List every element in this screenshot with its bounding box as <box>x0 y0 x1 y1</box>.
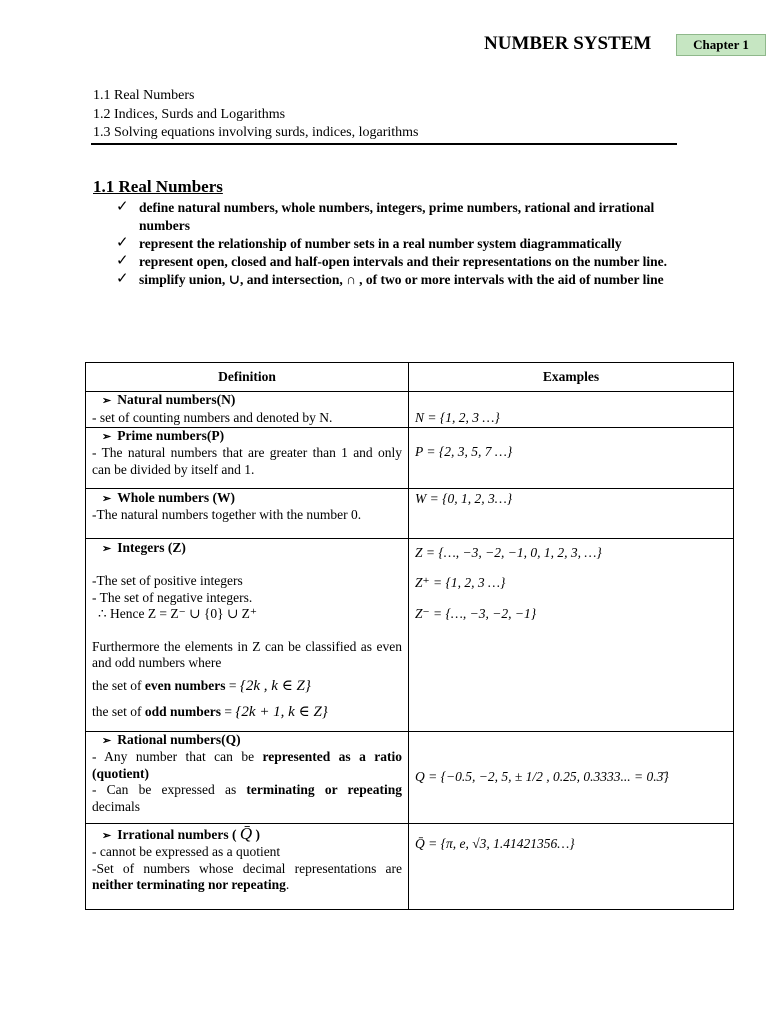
check-icon: ✓ <box>116 199 129 215</box>
example-text: Z⁻ = {…, −3, −2, −1} <box>415 605 537 621</box>
row-desc: -The set of positive integers <box>92 573 243 588</box>
example-text: Z = {…, −3, −2, −1, 0, 1, 2, 3, …} <box>415 544 602 560</box>
objective-text: represent the relationship of number sets in a real number system diagrammatically <box>139 236 622 251</box>
row-desc: - Any number that can be represented as a ratio (quotient) <box>92 749 402 781</box>
definition-header: Definition <box>86 363 409 392</box>
arrow-icon: ➢ <box>102 542 112 555</box>
objective-item <box>116 235 676 253</box>
definition-cell <box>86 823 409 909</box>
table-header-row <box>86 363 734 392</box>
table-row <box>86 731 734 823</box>
odd-numbers: the set of odd numbers = {2k + 1, k ∈ Z} <box>92 704 328 720</box>
definition-cell <box>86 538 409 731</box>
definition-cell <box>86 427 409 488</box>
objective-text: define natural numbers, whole numbers, integers, prime numbers, rational and irrational numbers <box>139 200 655 233</box>
definition-cell <box>86 392 409 428</box>
row-title: ➢ Rational numbers(Q) <box>102 731 241 747</box>
toc-divider <box>91 143 677 145</box>
check-icon: ✓ <box>116 271 129 287</box>
check-icon: ✓ <box>116 235 129 251</box>
objectives-list <box>116 199 676 289</box>
arrow-icon: ➢ <box>102 829 112 842</box>
check-icon: ✓ <box>116 253 129 269</box>
even-numbers: the set of even numbers = {2k , k ∈ Z} <box>92 677 311 694</box>
examples-header: Examples <box>409 363 734 392</box>
example-cell <box>409 823 734 909</box>
example-cell <box>409 427 734 488</box>
row-title: ➢ Whole numbers (W) <box>102 489 235 505</box>
example-text: P = {2, 3, 5, 7 …} <box>415 443 513 459</box>
example-text: N = {1, 2, 3 …} <box>415 410 500 425</box>
arrow-icon: ➢ <box>102 395 112 407</box>
row-desc: -The natural numbers together with the number 0. <box>92 507 362 522</box>
example-text: Q̄ = {π, e, √3, 1.41421356…} <box>415 835 575 851</box>
row-title: ➢ Prime numbers(P) <box>102 427 225 443</box>
arrow-icon: ➢ <box>102 430 112 443</box>
section-heading: 1.1 Real Numbers <box>93 177 223 196</box>
row-title: ➢ Integers (Z) <box>102 539 186 555</box>
row-desc: - set of counting numbers and denoted by N. <box>92 409 333 425</box>
row-desc: - Can be expressed as terminating or repeating decimals <box>92 782 402 814</box>
table-of-contents <box>93 87 419 143</box>
table-row <box>86 538 734 731</box>
page-title: NUMBER SYSTEM <box>484 33 652 54</box>
definition-cell <box>86 488 409 538</box>
arrow-icon: ➢ <box>102 734 112 747</box>
objective-item <box>116 253 676 271</box>
example-cell <box>409 392 734 428</box>
row-desc: ∴ Hence Z = Z⁻ ∪ {0} ∪ Z⁺ <box>98 606 258 621</box>
table-row <box>86 427 734 488</box>
number-sets-table <box>85 362 734 910</box>
row-desc: - cannot be expressed as a quotient <box>92 844 281 859</box>
row-desc: Furthermore the elements in Z can be classified as even and odd numbers where <box>92 638 402 670</box>
objective-text: simplify union, ∪, and intersection, ∩ , of two or more intervals with the aid of number line <box>139 272 664 287</box>
example-cell <box>409 538 734 731</box>
objective-text: represent open, closed and half-open intervals and their representations on the number line. <box>139 254 668 269</box>
objective-item <box>116 271 676 289</box>
row-title: ➢ Irrational numbers ( Q̄ ) <box>102 823 260 843</box>
row-title: ➢ Natural numbers(N) <box>102 392 236 407</box>
row-desc: - The set of negative integers. <box>92 589 253 605</box>
row-desc: -Set of numbers whose decimal representations are neither terminating nor repeating. <box>92 860 402 892</box>
arrow-icon: ➢ <box>102 492 112 505</box>
table-row <box>86 823 734 909</box>
objective-item <box>116 199 676 235</box>
example-cell <box>409 731 734 823</box>
example-text: Z⁺ = {1, 2, 3 …} <box>415 575 506 590</box>
table-row <box>86 392 734 428</box>
toc-item: 1.1 Real Numbers <box>93 88 195 103</box>
table-row <box>86 488 734 538</box>
definition-cell <box>86 731 409 823</box>
toc-item: 1.3 Solving equations involving surds, indices, logarithms <box>93 125 419 140</box>
example-cell <box>409 488 734 538</box>
example-text: W = {0, 1, 2, 3…} <box>415 490 513 506</box>
row-desc: - The natural numbers that are greater than 1 and only can be divided by itself and 1. <box>92 445 402 477</box>
chapter-badge: Chapter 1 <box>676 34 766 56</box>
toc-item: 1.2 Indices, Surds and Logarithms <box>93 106 286 122</box>
example-text: Q = {−0.5, −2, 5, ± 1/2 , 0.25, 0.3333... = 0.3̄} <box>415 768 669 784</box>
